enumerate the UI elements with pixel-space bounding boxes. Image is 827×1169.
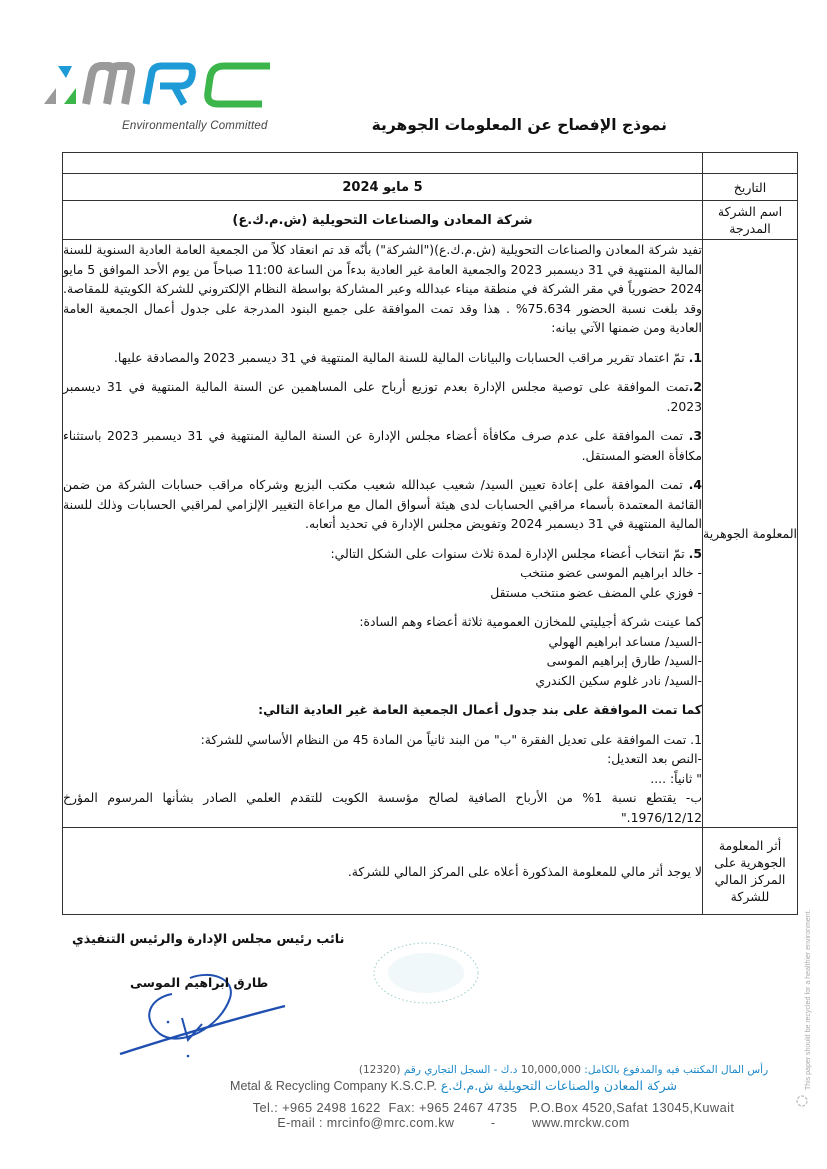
appointed-member-1: -السيد/ مساعد ابراهيم الهولي	[548, 633, 702, 649]
signatory-title: نائب رئيس مجلس الإدارة والرئيس التنفيذي	[72, 932, 345, 947]
footer-capital-line: رأس المال المكتتب فيه والمدفوع بالكامل: 10,000,000 د.ك - السجل التجاري رقم (12320)	[358, 1064, 769, 1076]
date-label: التاريخ	[703, 174, 798, 201]
recycle-note: This paper should be recycled for a healthier environment.	[805, 909, 812, 1090]
elected-member-1: - خالد ابراهيم الموسى عضو منتخب	[520, 565, 702, 580]
material-info-label: المعلومة الجوهرية	[703, 240, 798, 828]
appointed-intro: كما عينت شركة أجيليتي للمخازن العمومية ثلاثة أعضاء وهم السادة:	[359, 614, 702, 629]
elected-member-2: - فوزي علي المضف عضو منتخب مستقل	[490, 584, 702, 600]
logo-tagline: Environmentally Committed	[122, 120, 268, 132]
egm-second: " ثانياً: ....	[650, 770, 702, 786]
footer-website[interactable]: www.mrckw.com	[532, 1116, 630, 1130]
recycle-icon	[795, 1094, 809, 1108]
egm-text: ب- يقتطع نسبة 1% من الأرباح الصافية لصالح مؤسسة الكويت للتقدم العلمي الصادر بشأنها المرسوم المؤرخ 1976/12/12."	[63, 790, 702, 825]
footer-pobox: P.O.Box 4520,Safat 13045,Kuwait	[529, 1100, 735, 1115]
company-stamp	[370, 938, 482, 1008]
table-row-date	[63, 174, 798, 201]
company-value: شركة المعادن والصناعات التحويلية (ش.م.ك.ع)	[63, 201, 703, 240]
appointed-member-3: -السيد/ نادر غلوم سكين الكندري	[535, 672, 702, 688]
footer-web-line: E-mail : mrcinfo@mrc.com.kw - www.mrckw.com	[277, 1116, 630, 1130]
agenda-item-3: 3. تمت الموافقة على عدم صرف مكافأة أعضاء مجلس الإدارة عن السنة المالية المنتهية في 31 ديسمبر 2023 باستثناء مكافأة العضو المستقل.	[63, 428, 702, 463]
impact-value: لا يوجد أثر مالي للمعلومة المذكورة أعلاه على المركز المالي للشركة.	[63, 828, 703, 915]
document-title: نموذج الإفصاح عن المعلومات الجوهرية	[371, 116, 667, 134]
agenda-item-1: 1. تمّ اعتماد تقرير مراقب الحسابات والبيانات المالية للسنة المالية المنتهية في 31 ديسمبر 2023 والمصادقة عليها.	[113, 349, 702, 365]
handwritten-signature	[110, 948, 290, 1058]
footer-fax: Fax: +965 2467 4735	[388, 1100, 518, 1115]
table-row-impact	[63, 828, 798, 915]
egm-after-label: -النص بعد التعديل:	[607, 751, 702, 766]
egm-item-1: 1. تمت الموافقة على تعديل الفقرة "ب" من البند ثانياً من المادة 45 من النظام الأساسي للشركة:	[200, 731, 702, 747]
footer-company-line: Metal & Recycling Company K.S.C.P. شركة المعادن والصناعات التحويلية ش.م.ك.ع	[230, 1078, 677, 1093]
disclosure-table	[62, 152, 798, 915]
date-value: 5 مايو 2024	[63, 174, 703, 201]
impact-label: أثر المعلومة الجوهرية على المركز المالي للشركة	[703, 828, 798, 915]
footer-contact-line	[0, 1100, 827, 1115]
appointed-member-2: -السيد/ طارق إبراهيم الموسى	[546, 653, 702, 668]
intro-paragraph: تفيد شركة المعادن والصناعات التحويلية (ش.م.ك.ع)("الشركة") بأنّه قد تم انعقاد كلاً من الجمعية العامة العادية السنوية للسنة المالية المنتهية في 31 ديسمبر 2023 والجمعية العامة غير العادية بدءاً من الساعة 11:00 صباحاً من يوم الأحد الموافق 5 مايو 2024 حضورياً في مقر الشركة في منطقة ميناء عبدالله وعبر المشاركة بواسطة النظام الإلكتروني للشركة الكويتية للمقاصة. وقد بلغت نسبة الحضور 75.634% . هذا وقد تمت الموافقة على جميع البنود المدرجة على جدول أعمال الجمعية العامة العادية ومن ضمنها الآتي بيانه:	[63, 242, 703, 335]
footer-email[interactable]: E-mail : mrcinfo@mrc.com.kw	[277, 1116, 455, 1130]
signatory-name: طارق ابراهيم الموسى	[130, 975, 269, 990]
table-row-blank	[63, 153, 798, 174]
agenda-item-2: 2.تمت الموافقة على توصية مجلس الإدارة بعدم توزيع أرباح على المساهمين عن السنة المالية المنتهية في 31 ديسمبر 2023.	[63, 379, 703, 414]
footer-tel: Tel.: +965 2498 1622	[252, 1100, 381, 1115]
table-row-material-info	[63, 240, 798, 828]
material-info-body	[63, 240, 703, 828]
table-row-company	[63, 201, 798, 240]
egm-heading: كما تمت الموافقة على بند جدول أعمال الجمعية العامة غير العادية التالي:	[258, 702, 702, 717]
company-label: اسم الشركة المدرجة	[703, 201, 798, 240]
agenda-item-4: 4. تمت الموافقة على إعادة تعيين السيد/ شعيب عبدالله شعيب مكتب البزيع وشركاه مراقب حسابات الشركة من ضمن القائمة المعتمدة بأسماء مراقبي الحسابات لدى هيئة أسواق المال مع مراعاة التغيير الإلزامي لمراقبي الحسابات وذلك للسنة المالية المنتهية في 31 ديسمبر 2024 وتفويض مجلس الإدارة في تحديد أتعابه.	[63, 477, 702, 531]
agenda-item-5: 5. تمّ انتخاب أعضاء مجلس الإدارة لمدة ثلاث سنوات على الشكل التالي:	[330, 545, 702, 561]
